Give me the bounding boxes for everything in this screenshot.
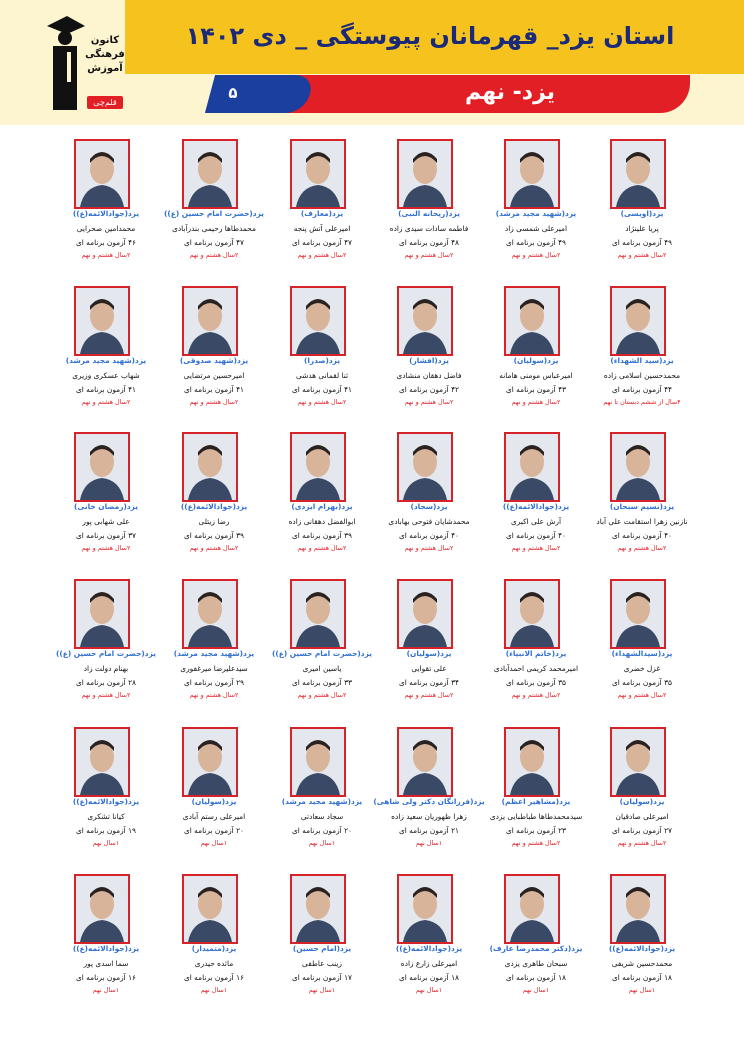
student-grade: ۲سال هشتم و نهم — [189, 691, 239, 699]
student-school: یزد(جوادالائمه(ع)) — [395, 944, 463, 953]
student-exams: ۲۷ آزمون برنامه ای — [611, 826, 673, 835]
student-name: زهرا ظهوریان سعید زاده — [391, 812, 467, 821]
student-card — [375, 423, 483, 569]
student-school: یزد(جوادالائمه(ع)) — [72, 209, 140, 218]
student-exams: ۴۱ آزمون برنامه ای — [75, 385, 137, 394]
student-card — [160, 865, 268, 1011]
student-card — [482, 718, 590, 864]
student-school: یزد(متمیدار) — [191, 944, 237, 953]
student-row — [0, 423, 744, 569]
portrait-icon — [612, 876, 664, 942]
portrait-icon — [76, 729, 128, 795]
student-card — [482, 570, 590, 716]
student-photo — [610, 579, 666, 649]
student-photo — [182, 579, 238, 649]
student-grade: ۲سال هشتم و نهم — [297, 398, 347, 406]
student-exams: ۱۶ آزمون برنامه ای — [75, 973, 137, 982]
student-card — [375, 570, 483, 716]
student-school: یزد(سولیان) — [619, 797, 665, 806]
student-exams: ۲۰ آزمون برنامه ای — [183, 826, 245, 835]
student-grade: ۲سال هشتم و نهم — [297, 691, 347, 699]
student-grade: ۲سال هشتم و نهم — [617, 691, 667, 699]
student-name: سیدعلیرضا میرغفوری — [180, 664, 248, 673]
student-photo — [504, 727, 560, 797]
student-school: یزد(بهرام ایزدی) — [291, 502, 353, 511]
portrait-icon — [506, 729, 558, 795]
student-exams: ۴۳ آزمون برنامه ای — [505, 385, 567, 394]
student-card — [160, 718, 268, 864]
student-photo — [290, 874, 346, 944]
student-school: یزد(شهید مجید مرشد) — [65, 356, 147, 365]
student-school: یزد(سجاد) — [410, 502, 448, 511]
student-grade: ۲سال هشتم و نهم — [404, 251, 454, 259]
student-school: یزد(دکتر محمدرضا عارف) — [489, 944, 583, 953]
student-grade: ۱سال نهم — [200, 839, 228, 847]
student-exams: ۳۷ آزمون برنامه ای — [75, 531, 137, 540]
portrait-icon — [292, 876, 344, 942]
student-school: یزد(نسیم سبحان) — [609, 502, 675, 511]
student-grade: ۲سال هشتم و نهم — [511, 839, 561, 847]
student-card — [52, 570, 160, 716]
page-header — [0, 0, 744, 125]
student-name: مائده حیدری — [194, 959, 234, 968]
student-photo — [290, 432, 346, 502]
student-card — [268, 570, 376, 716]
student-grade: ۴سال از ششم دبستان تا نهم — [603, 398, 681, 406]
student-grade: ۲سال هشتم و نهم — [297, 544, 347, 552]
student-grade: ۲سال هشتم و نهم — [617, 839, 667, 847]
student-name: ثنا لقمانی هدشی — [295, 371, 349, 380]
student-photo — [610, 727, 666, 797]
student-grade: ۲سال هشتم و نهم — [297, 251, 347, 259]
student-card — [375, 130, 483, 276]
student-photo — [182, 432, 238, 502]
student-exams: ۴۶ آزمون برنامه ای — [75, 238, 137, 247]
student-card — [375, 718, 483, 864]
student-name: یاسین امیری — [302, 664, 342, 673]
student-card — [52, 718, 160, 864]
student-photo — [182, 139, 238, 209]
portrait-icon — [184, 141, 236, 207]
portrait-icon — [292, 581, 344, 647]
student-school: یزد(اویسی) — [620, 209, 664, 218]
student-grade: ۱سال نهم — [92, 839, 120, 847]
portrait-icon — [612, 581, 664, 647]
portrait-icon — [399, 434, 451, 500]
student-exams: ۳۹ آزمون برنامه ای — [183, 531, 245, 540]
student-photo — [397, 432, 453, 502]
student-name: امیرحسین مرتضایی — [183, 371, 245, 380]
student-name: شهاب عسکری وزیری — [72, 371, 140, 380]
student-grade: ۱سال نهم — [92, 986, 120, 994]
student-school: یزد(خاتم الانبیاء) — [505, 649, 567, 658]
student-card — [52, 423, 160, 569]
student-card — [160, 423, 268, 569]
student-exams: ۲۰ آزمون برنامه ای — [291, 826, 353, 835]
student-photo — [74, 432, 130, 502]
student-photo — [182, 874, 238, 944]
student-exams: ۳۴ آزمون برنامه ای — [398, 678, 460, 687]
student-name: غزل خضری — [623, 664, 661, 673]
portrait-icon — [76, 434, 128, 500]
student-photo — [290, 579, 346, 649]
student-card — [160, 277, 268, 423]
student-photo — [290, 727, 346, 797]
student-grade: ۱سال نهم — [308, 986, 336, 994]
student-exams: ۱۸ آزمون برنامه ای — [398, 973, 460, 982]
student-name: محمدحسین اسلامی زاده — [603, 371, 681, 380]
portrait-icon — [612, 288, 664, 354]
student-exams: ۴۰ آزمون برنامه ای — [398, 531, 460, 540]
student-card — [588, 718, 696, 864]
student-name: فاضل دهقان منشادی — [396, 371, 462, 380]
student-grade: ۱سال نهم — [628, 986, 656, 994]
student-name: فاطمه سادات سیدی زاده — [389, 224, 469, 233]
student-grade: ۲سال هشتم و نهم — [81, 251, 131, 259]
student-card — [482, 423, 590, 569]
student-exams: ۳۵ آزمون برنامه ای — [611, 678, 673, 687]
student-photo — [610, 286, 666, 356]
student-photo — [397, 139, 453, 209]
student-name: نازنین زهرا استقامت علی آباد — [596, 517, 688, 526]
student-name: امیرعلی آتش پنجه — [293, 224, 351, 233]
student-name: امیرعباس مومنی هامانه — [499, 371, 573, 380]
student-card — [268, 277, 376, 423]
student-exams: ۴۰ آزمون برنامه ای — [611, 531, 673, 540]
portrait-icon — [184, 729, 236, 795]
portrait-icon — [506, 288, 558, 354]
student-card — [375, 277, 483, 423]
student-exams: ۳۵ آزمون برنامه ای — [505, 678, 567, 687]
student-exams: ۴۹ آزمون برنامه ای — [505, 238, 567, 247]
student-grade: ۱سال نهم — [308, 839, 336, 847]
student-grade: ۲سال هشتم و نهم — [617, 544, 667, 552]
student-exams: ۲۳ آزمون برنامه ای — [505, 826, 567, 835]
portrait-icon — [76, 876, 128, 942]
student-name: سما اسدی پور — [83, 959, 129, 968]
student-name: سجاد سعادتی — [300, 812, 344, 821]
student-row — [0, 865, 744, 1011]
page-number: ۵ — [228, 84, 238, 102]
student-grade: ۲سال هشتم و نهم — [189, 398, 239, 406]
student-exams: ۳۹ آزمون برنامه ای — [291, 531, 353, 540]
student-school: یزد(جوادالائمه(ع)) — [72, 797, 140, 806]
student-grade: ۲سال هشتم و نهم — [404, 691, 454, 699]
student-name: کیانا تشکری — [87, 812, 125, 821]
student-exams: ۱۸ آزمون برنامه ای — [611, 973, 673, 982]
portrait-icon — [612, 141, 664, 207]
logo-text: کانون فرهنگی آموزش — [85, 35, 125, 74]
student-photo — [74, 579, 130, 649]
student-exams: ۲۹ آزمون برنامه ای — [183, 678, 245, 687]
student-exams: ۴۹ آزمون برنامه ای — [611, 238, 673, 247]
portrait-icon — [612, 729, 664, 795]
student-card — [482, 865, 590, 1011]
portrait-icon — [184, 434, 236, 500]
student-exams: ۴۰ آزمون برنامه ای — [505, 531, 567, 540]
portrait-icon — [506, 434, 558, 500]
student-school: یزد(جوادالائمه(ع)) — [180, 502, 248, 511]
portrait-icon — [292, 288, 344, 354]
student-photo — [397, 286, 453, 356]
student-exams: ۴۸ آزمون برنامه ای — [398, 238, 460, 247]
student-school: یزد(شهید مجید مرشد) — [495, 209, 577, 218]
student-name: بهنام دولت زاد — [83, 664, 129, 673]
student-photo — [74, 139, 130, 209]
student-exams: ۲۱ آزمون برنامه ای — [398, 826, 460, 835]
student-name: امیرعلی صادقیان — [615, 812, 669, 821]
student-name: محمدامین صحرایی — [76, 224, 136, 233]
student-row — [0, 277, 744, 423]
student-card — [482, 130, 590, 276]
student-name: سیدمحمدطاها طباطبایی یزدی — [489, 812, 583, 821]
student-school: یزد(سولیان) — [513, 356, 559, 365]
portrait-icon — [399, 141, 451, 207]
student-school: یزد(سیدالشهداء) — [611, 649, 673, 658]
student-grade: ۲سال هشتم و نهم — [404, 544, 454, 552]
student-photo — [397, 874, 453, 944]
student-name: علی تقوایی — [411, 664, 447, 673]
student-photo — [290, 286, 346, 356]
student-card — [482, 277, 590, 423]
student-photo — [610, 874, 666, 944]
student-school: یزد(شهید صدوقی) — [179, 356, 249, 365]
student-exams: ۴۴ آزمون برنامه ای — [611, 385, 673, 394]
portrait-icon — [399, 729, 451, 795]
student-card — [52, 277, 160, 423]
student-school: یزد(شهید مجید مرشد) — [173, 649, 255, 658]
student-name: ابوالفضل دهقانی زاده — [288, 517, 356, 526]
student-school: یزد(شهید مجید مرشد) — [281, 797, 363, 806]
student-card — [588, 277, 696, 423]
student-photo — [504, 579, 560, 649]
student-card — [52, 130, 160, 276]
student-grade: ۲سال هشتم و نهم — [81, 691, 131, 699]
student-grade: ۲سال هشتم و نهم — [511, 251, 561, 259]
student-card — [268, 423, 376, 569]
student-name: امیرمحمد کریمی احمدآبادی — [493, 664, 579, 673]
student-card — [268, 130, 376, 276]
portrait-icon — [292, 434, 344, 500]
student-photo — [610, 432, 666, 502]
student-photo — [504, 432, 560, 502]
student-photo — [74, 286, 130, 356]
student-grade: ۲سال هشتم و نهم — [511, 398, 561, 406]
student-photo — [504, 874, 560, 944]
portrait-icon — [184, 288, 236, 354]
student-name: محمدحسین شریفی — [611, 959, 673, 968]
logo-badge: قلم‌چی — [87, 96, 123, 109]
portrait-icon — [76, 581, 128, 647]
student-school: یزد(سید الشهداء) — [610, 356, 674, 365]
student-exams: ۴۲ آزمون برنامه ای — [398, 385, 460, 394]
student-name: امیرعلی شمسی زاد — [504, 224, 568, 233]
student-school: یزد(امام حسین) — [292, 944, 352, 953]
portrait-icon — [506, 876, 558, 942]
student-photo — [182, 286, 238, 356]
portrait-icon — [399, 876, 451, 942]
student-grade: ۲سال هشتم و نهم — [81, 398, 131, 406]
portrait-icon — [612, 434, 664, 500]
student-photo — [504, 139, 560, 209]
portrait-icon — [184, 876, 236, 942]
student-card — [588, 570, 696, 716]
student-exams: ۲۸ آزمون برنامه ای — [75, 678, 137, 687]
student-school: یزد(ریحانه النبی) — [398, 209, 460, 218]
student-exams: ۴۱ آزمون برنامه ای — [183, 385, 245, 394]
portrait-icon — [399, 581, 451, 647]
student-card — [588, 423, 696, 569]
student-card — [160, 130, 268, 276]
student-photo — [74, 874, 130, 944]
portrait-icon — [292, 729, 344, 795]
student-card — [268, 865, 376, 1011]
student-exams: ۱۶ آزمون برنامه ای — [183, 973, 245, 982]
portrait-icon — [399, 288, 451, 354]
student-card — [268, 718, 376, 864]
student-exams: ۱۷ آزمون برنامه ای — [291, 973, 353, 982]
student-grade: ۱سال نهم — [200, 986, 228, 994]
student-grade: ۱سال نهم — [522, 986, 550, 994]
student-exams: ۳۳ آزمون برنامه ای — [291, 678, 353, 687]
student-photo — [397, 727, 453, 797]
graduate-icon — [45, 12, 85, 112]
student-photo — [290, 139, 346, 209]
student-grade: ۲سال هشتم و نهم — [511, 691, 561, 699]
student-card — [375, 865, 483, 1011]
student-school: یزد(صدرا) — [303, 356, 341, 365]
student-exams: ۱۹ آزمون برنامه ای — [75, 826, 137, 835]
student-row — [0, 718, 744, 864]
student-photo — [74, 727, 130, 797]
student-name: سبحان طاهری یزدی — [504, 959, 568, 968]
student-school: یزد(سولیان) — [406, 649, 452, 658]
page-title: استان یزد_ قهرمانان پیوستگی _ دی ۱۴۰۲ — [185, 22, 675, 50]
student-grade: ۲سال هشتم و نهم — [189, 544, 239, 552]
portrait-icon — [76, 288, 128, 354]
student-photo — [182, 727, 238, 797]
student-grade: ۲سال هشتم و نهم — [404, 398, 454, 406]
student-grade: ۱سال نهم — [415, 986, 443, 994]
student-school: یزد(حضرت امام حسین (ع)) — [164, 209, 264, 218]
student-row — [0, 570, 744, 716]
student-grade: ۲سال هشتم و نهم — [81, 544, 131, 552]
student-row — [0, 130, 744, 276]
student-name: علی شهابی پور — [82, 517, 130, 526]
student-school: یزد(رمضان خانی) — [73, 502, 139, 511]
student-school: یزد(فرزانگان دکتر ولی شاهی) — [373, 797, 485, 806]
student-card — [52, 865, 160, 1011]
student-photo — [610, 139, 666, 209]
student-school: یزد(مشاهیر اعظم) — [501, 797, 571, 806]
student-exams: ۴۷ آزمون برنامه ای — [183, 238, 245, 247]
student-school: یزد(سولیان) — [191, 797, 237, 806]
student-card — [160, 570, 268, 716]
student-grade: ۲سال هشتم و نهم — [511, 544, 561, 552]
student-exams: ۴۱ آزمون برنامه ای — [291, 385, 353, 394]
student-school: یزد(جوادالائمه(ع)) — [608, 944, 676, 953]
student-grade: ۲سال هشتم و نهم — [189, 251, 239, 259]
student-school: یزد(حضرت امام حسین (ع)) — [272, 649, 372, 658]
publisher-logo — [45, 12, 125, 114]
student-photo — [504, 286, 560, 356]
student-name: زینب عاطفی — [302, 959, 342, 968]
portrait-icon — [76, 141, 128, 207]
student-name: امیرعلی رستم آبادی — [182, 812, 246, 821]
student-name: محمدطاها رحیمی بندرآبادی — [172, 224, 256, 233]
student-exams: ۴۷ آزمون برنامه ای — [291, 238, 353, 247]
student-card — [588, 130, 696, 276]
student-school: یزد(افشار) — [409, 356, 449, 365]
section-title: یزد- نهم — [464, 80, 556, 105]
student-school: یزد(جوادالائمه(ع)) — [502, 502, 570, 511]
student-school: یزد(جوادالائمه(ع)) — [72, 944, 140, 953]
student-name: رضا زیتلی — [198, 517, 230, 526]
portrait-icon — [506, 581, 558, 647]
portrait-icon — [292, 141, 344, 207]
portrait-icon — [184, 581, 236, 647]
portrait-icon — [506, 141, 558, 207]
student-exams: ۱۸ آزمون برنامه ای — [505, 973, 567, 982]
student-photo — [397, 579, 453, 649]
student-school: یزد(حضرت امام حسین (ع)) — [56, 649, 156, 658]
student-name: امیرعلی زارع زاده — [400, 959, 458, 968]
student-grade: ۲سال هشتم و نهم — [617, 251, 667, 259]
student-name: محمدشایان فتوحی بهابادی — [388, 517, 470, 526]
student-card — [588, 865, 696, 1011]
student-name: پریا علینژاد — [625, 224, 659, 233]
student-school: یزد(معارف) — [300, 209, 344, 218]
student-name: آرش علی اکبری — [510, 517, 562, 526]
student-grade: ۱سال نهم — [415, 839, 443, 847]
